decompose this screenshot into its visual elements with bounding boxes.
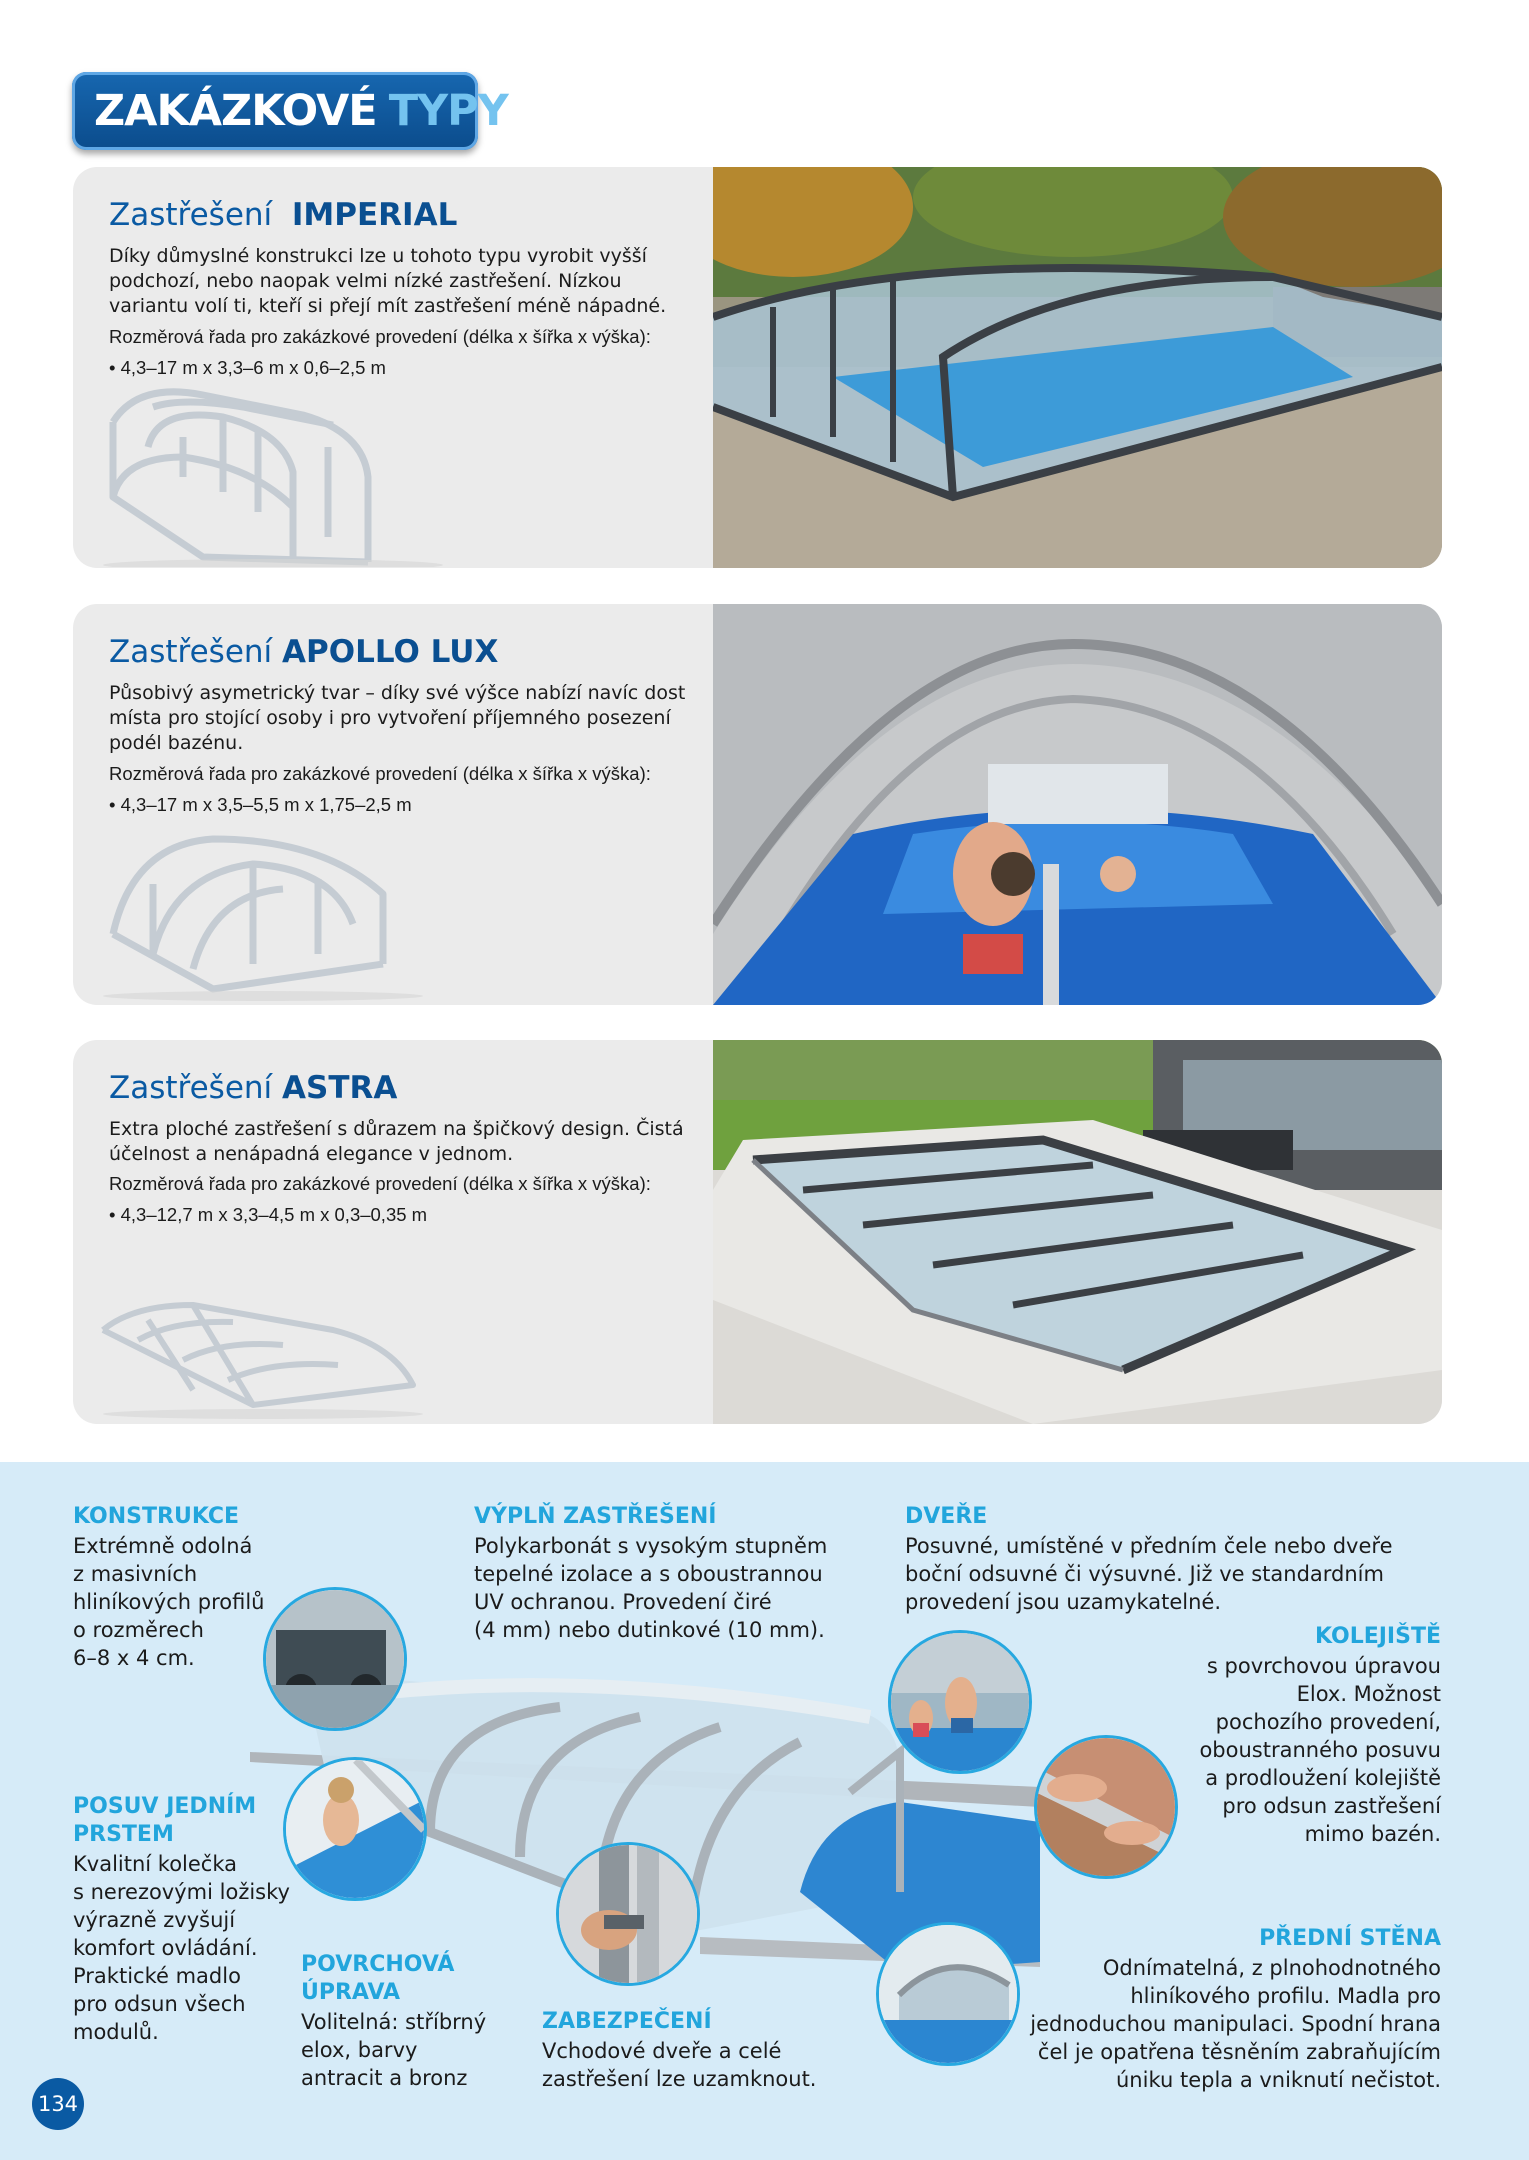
astra-photo bbox=[713, 1040, 1442, 1424]
title-bold: IMPERIAL bbox=[291, 197, 458, 233]
title-light: Zastřešení bbox=[109, 634, 273, 670]
title-light: Zastřešení bbox=[109, 1070, 273, 1106]
title-bold: ASTRA bbox=[282, 1070, 398, 1106]
page-number: 134 bbox=[32, 2078, 84, 2130]
product-title bbox=[109, 1070, 397, 1106]
predni-stena-detail-photo bbox=[876, 1922, 1020, 2066]
povrchova-title-line2: ÚPRAVA bbox=[301, 1980, 401, 2005]
product-panel-imperial bbox=[73, 167, 1442, 568]
kolejiste-detail-photo bbox=[1034, 1735, 1178, 1879]
spec-value: • 4,3–17 m x 3,5–5,5 m x 1,75–2,5 m bbox=[109, 794, 412, 815]
posuv-text: Kvalitní kolečka s nerezovými ložisky výrazně zvyšují komfort ovládání. Praktické madlo pro odsun všech modulů. bbox=[73, 1852, 290, 2044]
imperial-photo bbox=[713, 167, 1442, 568]
product-panel-astra bbox=[73, 1040, 1442, 1424]
posuv-title-line2: PRSTEM bbox=[73, 1822, 174, 1847]
title-bold: APOLLO LUX bbox=[282, 634, 499, 670]
posuv-title-line1: POSUV JEDNÍM bbox=[73, 1794, 257, 1819]
astra-drawing bbox=[93, 1250, 573, 1424]
product-description: Extra ploché zastřešení s důrazem na špičkový design. Čistá účelnost a nenápadná elegance v jednom. bbox=[109, 1118, 684, 1165]
heading-word-1: ZAKÁZKOVÉ bbox=[94, 86, 377, 136]
heading-word-2: TYPY bbox=[388, 86, 508, 136]
spec-label: Rozměrová řada pro zakázkové provedení (délka x šířka x výška): bbox=[109, 1173, 651, 1194]
konstrukce-detail-photo bbox=[263, 1587, 407, 1731]
predni-stena-title: PŘEDNÍ STĚNA bbox=[1259, 1926, 1441, 1951]
product-title bbox=[109, 634, 498, 670]
povrchova-text: Volitelná: stříbrný elox, barvy antracit a bronz bbox=[301, 2010, 487, 2090]
apollo-lux-photo bbox=[713, 604, 1442, 1005]
posuv-detail-photo bbox=[283, 1757, 427, 1901]
product-description: Působivý asymetrický tvar – díky své výšce nabízí navíc dost místa pro stojící osoby i pro vytvoření příjemného posezení podél bazénu. bbox=[109, 682, 686, 754]
zabezpeceni-detail-photo bbox=[556, 1842, 700, 1986]
kolejiste-title: KOLEJIŠTĚ bbox=[1314, 1624, 1441, 1649]
zabezpeceni-text: Vchodové dveře a celé zastřešení lze uzamknout. bbox=[542, 2039, 817, 2091]
title-light: Zastřešení bbox=[109, 197, 273, 233]
predni-stena-text: Odnímatelná, z plnohodnotného hliníkového profilu. Madla pro jednoduchou manipulaci. Spodní hrana čel je opatřena těsněním zabraňujícím úniku tepla a vniknutí nečistot. bbox=[1030, 1956, 1441, 2092]
section-heading bbox=[72, 72, 508, 150]
dvere-title: DVEŘE bbox=[905, 1504, 988, 1529]
product-title bbox=[109, 197, 457, 233]
product-description: Díky důmyslné konstrukci lze u tohoto typu vyrobit vyšší podchozí, nebo naopak velmi nízké zastřešení. Nízkou variantu volí ti, kteří si přejí mít zastřešení méně nápadné. bbox=[109, 245, 667, 317]
vypln-title: VÝPLŇ ZASTŘEŠENÍ bbox=[474, 1504, 717, 1529]
konstrukce-text: Extrémně odolná z masivních hliníkových profilů o rozměrech 6–8 x 4 cm. bbox=[73, 1534, 265, 1670]
kolejiste-text: s povrchovou úpravou Elox. Možnost pochozího provedení, oboustranného posuvu a prodloužení kolejiště pro odsun zastřešení mimo bazén. bbox=[1199, 1654, 1441, 1846]
dvere-text: Posuvné, umístěné v předním čele nebo dveře boční odsuvné či výsuvné. Již ve standardním provedení jsou uzamykatelné. bbox=[905, 1534, 1393, 1614]
spec-label: Rozměrová řada pro zakázkové provedení (délka x šířka x výška): bbox=[109, 763, 651, 784]
spec-value: • 4,3–12,7 m x 3,3–4,5 m x 0,3–0,35 m bbox=[109, 1204, 428, 1225]
spec-value: • 4,3–17 m x 3,3–6 m x 0,6–2,5 m bbox=[109, 357, 386, 378]
imperial-drawing bbox=[93, 377, 573, 567]
product-panel-apollo-lux bbox=[73, 604, 1442, 1005]
features-section bbox=[0, 1462, 1529, 2160]
spec-label: Rozměrová řada pro zakázkové provedení (délka x šířka x výška): bbox=[109, 326, 651, 347]
apollo-lux-drawing bbox=[93, 824, 573, 1004]
vypln-text: Polykarbonát s vysokým stupněm tepelné izolace a s oboustrannou UV ochranou. Provedení čiré (4 mm) nebo dutinkové (10 mm). bbox=[474, 1534, 828, 1642]
zabezpeceni-title: ZABEZPEČENÍ bbox=[542, 2009, 712, 2034]
povrchova-title-line1: POVRCHOVÁ bbox=[301, 1952, 455, 1977]
konstrukce-title: KONSTRUKCE bbox=[73, 1504, 240, 1529]
dvere-detail-photo bbox=[888, 1630, 1032, 1774]
